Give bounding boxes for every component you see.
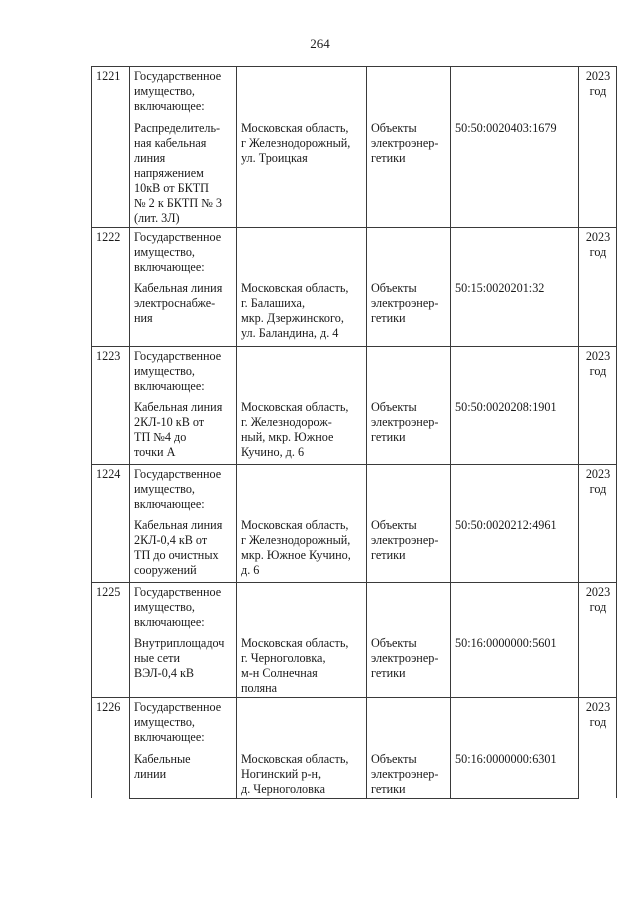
cadastral-empty-cell [451,698,579,750]
address-empty-cell [237,698,367,750]
cadastral-number-cell [451,634,579,698]
object-name-cell-text: Кабельная линия электроснабже- ния [134,281,223,325]
address-cell [237,750,367,799]
table-row-detail [92,634,617,698]
object-name-cell-text: Распределитель- ная кабельная линия напряжением 10кВ от БКТП № 2 к БКТП № 3 (лит. 3Л) [134,120,222,225]
address-cell-text: Московская область, г Железнодорожный, ул. Троицкая [241,120,351,165]
type-empty-cell [367,346,451,398]
address-cell-text: Московская область, г Железнодорожный, мкр. Южное Кучино, д. 6 [241,518,351,577]
table-row-detail [92,516,617,582]
object-name-cell [130,516,237,582]
cadastral-number-cell [451,516,579,582]
table-row-detail [92,279,617,346]
cadastral-number-cell-text: 50:50:0020403:1679 [455,120,557,135]
object-name-cell [130,634,237,698]
group-label-cell-text: Государственное имущество, включающее: [134,584,222,629]
table-row-detail [92,750,617,799]
cadastral-empty-cell [451,464,579,516]
address-cell-text: Московская область, г. Черноголовка, м-н Солнечная поляна [241,636,349,695]
group-label-cell [130,67,237,119]
object-type-cell-text: Объекты электроэнер- гетики [371,636,439,680]
address-cell-text: Московская область, г. Балашиха, мкр. Дзержинского, ул. Баландина, д. 4 [241,281,349,340]
row-number-cell-text: 1226 [96,700,121,714]
group-label-cell-text: Государственное имущество, включающее: [134,229,222,274]
type-empty-cell [367,582,451,634]
row-number-cell-text: 1221 [96,69,121,83]
address-empty-cell [237,464,367,516]
group-label-cell [130,346,237,398]
object-name-cell [130,398,237,464]
address-cell-text: Московская область, Ногинский р-н, д. Черноголовка [241,751,349,796]
address-cell [237,119,367,228]
year-cell [579,67,617,228]
object-type-cell [367,279,451,346]
cadastral-number-cell-text: 50:16:0000000:5601 [455,636,557,650]
object-type-cell [367,398,451,464]
year-cell-text: 2023 год [585,69,611,98]
cadastral-empty-cell [451,227,579,279]
row-number-cell-text: 1225 [96,584,121,599]
type-empty-cell [367,67,451,119]
address-cell [237,398,367,464]
cadastral-number-cell-text: 50:50:0020212:4961 [455,518,557,532]
object-name-cell [130,119,237,228]
row-number-cell [92,67,130,228]
cadastral-empty-cell [451,67,579,119]
table-row-detail [92,398,617,464]
object-type-cell [367,750,451,799]
table-row [92,698,617,750]
row-number-cell [92,698,130,799]
object-type-cell-text: Объекты электроэнер- гетики [371,281,439,325]
type-empty-cell [367,464,451,516]
year-cell [579,346,617,464]
table-row-detail [92,119,617,228]
object-type-cell-text: Объекты электроэнер- гетики [371,120,439,165]
address-cell [237,634,367,698]
property-registry-table [91,66,617,799]
object-type-cell-text: Объекты электроэнер- гетики [371,751,439,796]
row-number-cell [92,464,130,582]
type-empty-cell [367,698,451,750]
cadastral-empty-cell [451,346,579,398]
object-type-cell-text: Объекты электроэнер- гетики [371,518,439,562]
object-name-cell-text: Кабельные линии [134,751,191,781]
address-cell-text: Московская область, г. Железнодорож- ный, мкр. Южное Кучино, д. 6 [241,400,349,459]
cadastral-number-cell [451,750,579,799]
table-row [92,346,617,398]
cadastral-empty-cell [451,582,579,634]
table-row [92,464,617,516]
page-number: 264 [310,36,330,51]
object-type-cell [367,516,451,582]
row-number-cell-text: 1224 [96,466,121,481]
cadastral-number-cell-text: 50:15:0020201:32 [455,281,545,295]
group-label-cell-text: Государственное имущество, включающее: [134,700,222,744]
table-row [92,67,617,119]
object-name-cell [130,750,237,799]
row-number-cell [92,582,130,698]
group-label-cell [130,464,237,516]
table-row [92,582,617,634]
group-label-cell [130,582,237,634]
year-cell-text: 2023 год [585,700,611,729]
group-label-cell-text: Государственное имущество, включающее: [134,348,222,393]
group-label-cell [130,698,237,750]
address-empty-cell [237,346,367,398]
year-cell-text: 2023 год [585,584,611,614]
row-number-cell [92,346,130,464]
address-cell [237,279,367,346]
row-number-cell-text: 1222 [96,229,121,244]
address-empty-cell [237,67,367,119]
registry-table-body [92,67,617,799]
year-cell-text: 2023 год [585,466,611,496]
address-empty-cell [237,582,367,634]
group-label-cell-text: Государственное имущество, включающее: [134,466,222,511]
year-cell [579,698,617,799]
object-type-cell-text: Объекты электроэнер- гетики [371,400,439,444]
group-label-cell-text: Государственное имущество, включающее: [134,69,222,113]
table-row [92,227,617,279]
year-cell-text: 2023 год [585,348,611,378]
object-name-cell [130,279,237,346]
year-cell [579,227,617,346]
address-cell [237,516,367,582]
year-cell [579,582,617,698]
cadastral-number-cell [451,279,579,346]
object-type-cell [367,119,451,228]
group-label-cell [130,227,237,279]
year-cell [579,464,617,582]
object-name-cell-text: Кабельная линия 2КЛ-10 кВ от ТП №4 до точки А [134,400,223,459]
object-type-cell [367,634,451,698]
row-number-cell-text: 1223 [96,348,121,363]
cadastral-number-cell-text: 50:50:0020208:1901 [455,400,557,414]
cadastral-number-cell [451,398,579,464]
cadastral-number-cell [451,119,579,228]
type-empty-cell [367,227,451,279]
object-name-cell-text: Внутриплощадоч ные сети ВЭЛ-0,4 кВ [134,636,225,680]
row-number-cell [92,227,130,346]
year-cell-text: 2023 год [585,229,611,259]
address-empty-cell [237,227,367,279]
object-name-cell-text: Кабельная линия 2КЛ-0,4 кВ от ТП до очистных сооружений [134,518,223,577]
cadastral-number-cell-text: 50:16:0000000:6301 [455,751,557,766]
